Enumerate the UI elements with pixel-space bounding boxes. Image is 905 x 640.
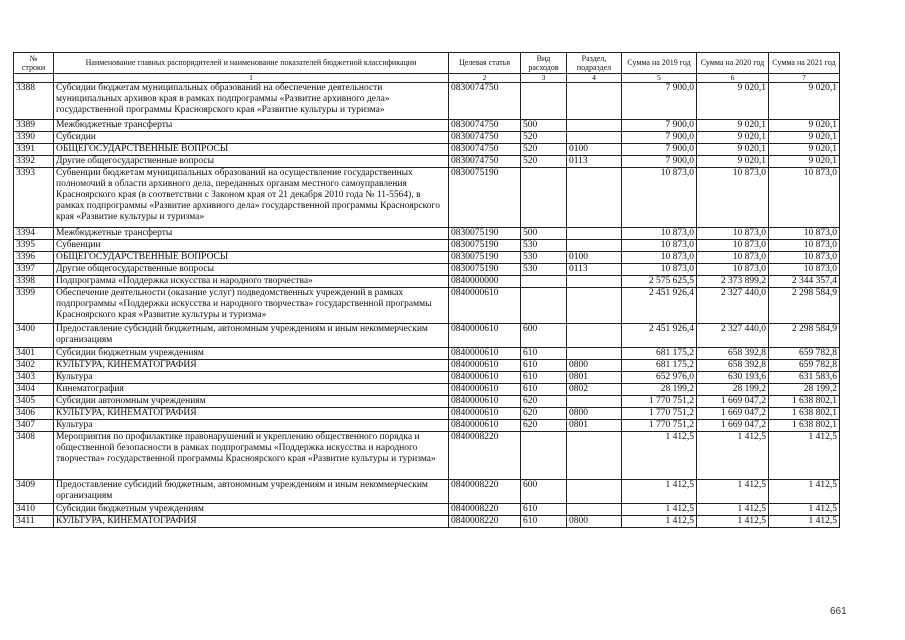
row-target-code: 0840008220 [449, 480, 521, 504]
row-sum-2021: 2 298 584,9 [769, 288, 840, 324]
row-sum-2021: 1 638 802,1 [769, 408, 840, 420]
header-col-sum-2020: Сумма на 2020 год [697, 53, 769, 74]
row-sum-2021: 10 873,0 [769, 228, 840, 240]
row-section [567, 348, 622, 360]
row-expense-type: 600 [521, 480, 567, 504]
row-number: 3394 [14, 228, 54, 240]
row-number: 3392 [14, 156, 54, 168]
header-num-1: 1 [54, 74, 449, 83]
row-sum-2020: 9 020,1 [697, 83, 769, 120]
row-sum-2020: 1 669 047,2 [697, 420, 769, 432]
row-section [567, 132, 622, 144]
row-target-code: 0840008220 [449, 516, 521, 528]
row-sum-2020: 1 412,5 [697, 480, 769, 504]
table-row [14, 348, 840, 360]
row-sum-2021: 1 412,5 [769, 516, 840, 528]
row-number: 3396 [14, 252, 54, 264]
page-number: 661 [830, 606, 847, 617]
row-section [567, 240, 622, 252]
row-number: 3389 [14, 120, 54, 132]
row-section [567, 120, 622, 132]
row-sum-2021: 9 020,1 [769, 156, 840, 168]
row-number: 3406 [14, 408, 54, 420]
row-section: 0801 [567, 372, 622, 384]
row-expense-type [521, 276, 567, 288]
row-sum-2020: 630 193,6 [697, 372, 769, 384]
row-name: Обеспечение деятельности (оказание услуг) подведомственных учреждений в рамках подпрограммы «Поддержка искусства и народного творчества» государственной программы Красноярского края «Развитие культуры и туризма» [54, 288, 449, 324]
row-sum-2021: 1 412,5 [769, 432, 840, 480]
row-sum-2021: 659 782,8 [769, 360, 840, 372]
table-row [14, 396, 840, 408]
row-section [567, 504, 622, 516]
row-sum-2019: 7 900,0 [622, 144, 697, 156]
row-sum-2019: 10 873,0 [622, 228, 697, 240]
row-target-code: 0830074750 [449, 120, 521, 132]
row-target-code: 0840000610 [449, 408, 521, 420]
row-name: Субвенции бюджетам муниципальных образований на осуществление государственных полномочий в области архивного дела, переданных органам местного самоуправления Красноярского края (в соответствии с Законом края от 21 декабря 2010 года № 11-5564), в рамках подпрограммы «Развитие архивного дела» государственной программы Красноярского края «Развитие культуры и туризма» [54, 168, 449, 228]
header-col-number: № строки [14, 53, 54, 74]
row-sum-2021: 9 020,1 [769, 144, 840, 156]
row-sum-2019: 28 199,2 [622, 384, 697, 396]
row-sum-2021: 9 020,1 [769, 132, 840, 144]
row-sum-2019: 652 976,0 [622, 372, 697, 384]
table-row [14, 288, 840, 324]
row-number: 3407 [14, 420, 54, 432]
row-sum-2021: 1 412,5 [769, 480, 840, 504]
row-target-code: 0830074750 [449, 156, 521, 168]
row-target-code: 0830074750 [449, 83, 521, 120]
row-expense-type [521, 288, 567, 324]
row-sum-2019: 681 175,2 [622, 360, 697, 372]
row-section: 0800 [567, 360, 622, 372]
row-target-code: 0830075190 [449, 168, 521, 228]
row-name: Предоставление субсидий бюджетным, автономным учреждениям и иным некоммерческим организациям [54, 324, 449, 348]
row-sum-2021: 10 873,0 [769, 252, 840, 264]
row-number: 3401 [14, 348, 54, 360]
row-sum-2019: 7 900,0 [622, 156, 697, 168]
row-sum-2020: 1 412,5 [697, 516, 769, 528]
row-target-code: 0840000610 [449, 384, 521, 396]
row-number: 3404 [14, 384, 54, 396]
header-num-3: 3 [521, 74, 567, 83]
row-sum-2020: 9 020,1 [697, 132, 769, 144]
row-expense-type: 620 [521, 420, 567, 432]
row-sum-2021: 1 412,5 [769, 504, 840, 516]
row-sum-2020: 9 020,1 [697, 144, 769, 156]
row-name: Подпрограмма «Поддержка искусства и народного творчества» [54, 276, 449, 288]
row-expense-type: 600 [521, 324, 567, 348]
row-name: КУЛЬТУРА, КИНЕМАТОГРАФИЯ [54, 516, 449, 528]
row-target-code: 0830075190 [449, 228, 521, 240]
row-section [567, 480, 622, 504]
table-row [14, 168, 840, 228]
table-row [14, 324, 840, 348]
row-sum-2020: 1 412,5 [697, 432, 769, 480]
row-target-code: 0840000610 [449, 324, 521, 348]
row-number: 3388 [14, 83, 54, 120]
row-sum-2019: 2 575 625,5 [622, 276, 697, 288]
row-number: 3395 [14, 240, 54, 252]
row-sum-2020: 10 873,0 [697, 252, 769, 264]
row-expense-type: 520 [521, 132, 567, 144]
row-target-code: 0840000610 [449, 420, 521, 432]
header-col-sum-2019: Сумма на 2019 год [622, 53, 697, 74]
row-target-code: 0840000610 [449, 396, 521, 408]
row-sum-2020: 10 873,0 [697, 264, 769, 276]
table-row [14, 132, 840, 144]
row-sum-2021: 2 344 357,4 [769, 276, 840, 288]
row-sum-2021: 1 638 802,1 [769, 420, 840, 432]
row-name: Субсидии бюджетным учреждениям [54, 348, 449, 360]
row-name: Субсидии [54, 132, 449, 144]
row-number: 3409 [14, 480, 54, 504]
row-name: КУЛЬТУРА, КИНЕМАТОГРАФИЯ [54, 360, 449, 372]
row-target-code: 0840000000 [449, 276, 521, 288]
row-sum-2021: 9 020,1 [769, 83, 840, 120]
row-sum-2019: 1 770 751,2 [622, 408, 697, 420]
row-target-code: 0840008220 [449, 504, 521, 516]
table-row [14, 276, 840, 288]
row-name: ОБЩЕГОСУДАРСТВЕННЫЕ ВОПРОСЫ [54, 144, 449, 156]
row-number: 3410 [14, 504, 54, 516]
row-name: Межбюджетные трансферты [54, 120, 449, 132]
row-expense-type: 620 [521, 408, 567, 420]
row-name: Культура [54, 420, 449, 432]
row-target-code: 0840000610 [449, 348, 521, 360]
row-name: Мероприятия по профилактике правонарушений и укреплению общественного порядка и общественной безопасности в рамках подпрограммы «Поддержка искусства и народного творчества» государственной программы Красноярского края «Развитие культуры и туризма» [54, 432, 449, 480]
row-expense-type: 530 [521, 252, 567, 264]
row-expense-type: 530 [521, 240, 567, 252]
row-number: 3398 [14, 276, 54, 288]
row-name: Субвенции [54, 240, 449, 252]
row-expense-type: 530 [521, 264, 567, 276]
row-name: Субсидии бюджетам муниципальных образований на обеспечение деятельности муниципальных архивов края в рамках подпрограммы «Развитие архивного дела» государственной программы Красноярского края «Развитие культуры и туризма» [54, 83, 449, 120]
table-row [14, 264, 840, 276]
row-sum-2019: 1 412,5 [622, 516, 697, 528]
header-col-code: Целевая статья [449, 53, 521, 74]
row-name: Предоставление субсидий бюджетным, автономным учреждениям и иным некоммерческим организациям [54, 480, 449, 504]
row-sum-2021: 9 020,1 [769, 120, 840, 132]
row-expense-type: 500 [521, 228, 567, 240]
row-section: 0113 [567, 156, 622, 168]
row-sum-2020: 1 669 047,2 [697, 396, 769, 408]
row-section: 0801 [567, 420, 622, 432]
row-expense-type: 610 [521, 348, 567, 360]
header-col-name: Наименование главных распорядителей и наименование показателей бюджетной классификации [54, 53, 449, 74]
table-row [14, 360, 840, 372]
row-name: Культура [54, 372, 449, 384]
row-name: Кинематография [54, 384, 449, 396]
row-target-code: 0840000610 [449, 360, 521, 372]
row-section [567, 83, 622, 120]
row-expense-type [521, 432, 567, 480]
table-row [14, 384, 840, 396]
row-expense-type: 520 [521, 156, 567, 168]
row-sum-2019: 1 412,5 [622, 480, 697, 504]
table-row [14, 372, 840, 384]
table-row [14, 252, 840, 264]
row-target-code: 0830074750 [449, 132, 521, 144]
row-name: ОБЩЕГОСУДАРСТВЕННЫЕ ВОПРОСЫ [54, 252, 449, 264]
row-number: 3397 [14, 264, 54, 276]
table-header [14, 53, 840, 83]
row-target-code: 0840000610 [449, 288, 521, 324]
table-row [14, 156, 840, 168]
row-name: Субсидии бюджетным учреждениям [54, 504, 449, 516]
row-sum-2019: 1 770 751,2 [622, 396, 697, 408]
row-number: 3405 [14, 396, 54, 408]
budget-table [13, 52, 840, 528]
table-row [14, 408, 840, 420]
row-number: 3390 [14, 132, 54, 144]
row-section [567, 228, 622, 240]
header-num-4: 4 [567, 74, 622, 83]
row-sum-2020: 2 327 440,0 [697, 288, 769, 324]
row-expense-type: 610 [521, 516, 567, 528]
table-row [14, 432, 840, 480]
table-row [14, 120, 840, 132]
row-section: 0800 [567, 408, 622, 420]
row-name: Другие общегосударственные вопросы [54, 264, 449, 276]
row-target-code: 0830075190 [449, 252, 521, 264]
row-sum-2021: 631 583,6 [769, 372, 840, 384]
table-row [14, 228, 840, 240]
row-number: 3411 [14, 516, 54, 528]
row-expense-type: 520 [521, 144, 567, 156]
table-row [14, 516, 840, 528]
row-target-code: 0840008220 [449, 432, 521, 480]
header-col-sum-2021: Сумма на 2021 год [769, 53, 840, 74]
row-sum-2019: 1 412,5 [622, 432, 697, 480]
row-sum-2020: 1 412,5 [697, 504, 769, 516]
table-row [14, 144, 840, 156]
row-name: Межбюджетные трансферты [54, 228, 449, 240]
row-sum-2020: 10 873,0 [697, 168, 769, 228]
row-sum-2019: 7 900,0 [622, 120, 697, 132]
row-section [567, 324, 622, 348]
header-num-5: 5 [622, 74, 697, 83]
row-sum-2020: 10 873,0 [697, 228, 769, 240]
row-sum-2021: 28 199,2 [769, 384, 840, 396]
row-number: 3408 [14, 432, 54, 480]
row-sum-2019: 1 770 751,2 [622, 420, 697, 432]
row-number: 3391 [14, 144, 54, 156]
row-sum-2021: 1 638 802,1 [769, 396, 840, 408]
row-number: 3393 [14, 168, 54, 228]
header-col-vid: Вид расходов [521, 53, 567, 74]
row-number: 3399 [14, 288, 54, 324]
row-expense-type: 620 [521, 396, 567, 408]
row-sum-2020: 1 669 047,2 [697, 408, 769, 420]
row-sum-2020: 9 020,1 [697, 156, 769, 168]
row-sum-2021: 10 873,0 [769, 264, 840, 276]
row-expense-type: 610 [521, 372, 567, 384]
row-sum-2019: 2 451 926,4 [622, 324, 697, 348]
row-expense-type [521, 168, 567, 228]
row-number: 3402 [14, 360, 54, 372]
row-number: 3400 [14, 324, 54, 348]
row-expense-type [521, 83, 567, 120]
row-expense-type: 610 [521, 360, 567, 372]
row-section [567, 432, 622, 480]
table-body [14, 83, 840, 528]
row-sum-2020: 2 327 440,0 [697, 324, 769, 348]
row-number: 3403 [14, 372, 54, 384]
row-expense-type: 610 [521, 384, 567, 396]
row-sum-2019: 10 873,0 [622, 252, 697, 264]
row-sum-2019: 10 873,0 [622, 264, 697, 276]
row-name: КУЛЬТУРА, КИНЕМАТОГРАФИЯ [54, 408, 449, 420]
row-expense-type: 610 [521, 504, 567, 516]
row-sum-2019: 10 873,0 [622, 240, 697, 252]
header-num-6: 6 [697, 74, 769, 83]
row-sum-2020: 28 199,2 [697, 384, 769, 396]
row-sum-2019: 1 412,5 [622, 504, 697, 516]
row-section: 0800 [567, 516, 622, 528]
row-section: 0100 [567, 144, 622, 156]
row-sum-2019: 681 175,2 [622, 348, 697, 360]
row-target-code: 0830075190 [449, 240, 521, 252]
header-num-0 [14, 74, 54, 83]
row-section [567, 276, 622, 288]
row-section: 0100 [567, 252, 622, 264]
row-sum-2019: 2 451 926,4 [622, 288, 697, 324]
row-sum-2021: 2 298 584,9 [769, 324, 840, 348]
header-num-7: 7 [769, 74, 840, 83]
row-sum-2019: 7 900,0 [622, 83, 697, 120]
row-sum-2020: 2 373 899,2 [697, 276, 769, 288]
table-row [14, 420, 840, 432]
row-sum-2020: 9 020,1 [697, 120, 769, 132]
row-section [567, 168, 622, 228]
row-sum-2020: 10 873,0 [697, 240, 769, 252]
row-sum-2021: 10 873,0 [769, 168, 840, 228]
header-num-2: 2 [449, 74, 521, 83]
row-sum-2020: 658 392,8 [697, 360, 769, 372]
row-name: Другие общегосударственные вопросы [54, 156, 449, 168]
row-target-code: 0840000610 [449, 372, 521, 384]
row-expense-type: 500 [521, 120, 567, 132]
row-section: 0802 [567, 384, 622, 396]
header-col-razd: Раздел, подраздел [567, 53, 622, 74]
row-sum-2019: 10 873,0 [622, 168, 697, 228]
row-sum-2020: 658 392,8 [697, 348, 769, 360]
table-row [14, 240, 840, 252]
table-row [14, 83, 840, 120]
row-sum-2019: 7 900,0 [622, 132, 697, 144]
row-target-code: 0830075190 [449, 264, 521, 276]
table-row [14, 504, 840, 516]
row-section [567, 288, 622, 324]
row-section: 0113 [567, 264, 622, 276]
table-row [14, 480, 840, 504]
row-target-code: 0830074750 [449, 144, 521, 156]
row-sum-2021: 10 873,0 [769, 240, 840, 252]
row-section [567, 396, 622, 408]
row-sum-2021: 659 782,8 [769, 348, 840, 360]
row-name: Субсидии автономным учреждениям [54, 396, 449, 408]
